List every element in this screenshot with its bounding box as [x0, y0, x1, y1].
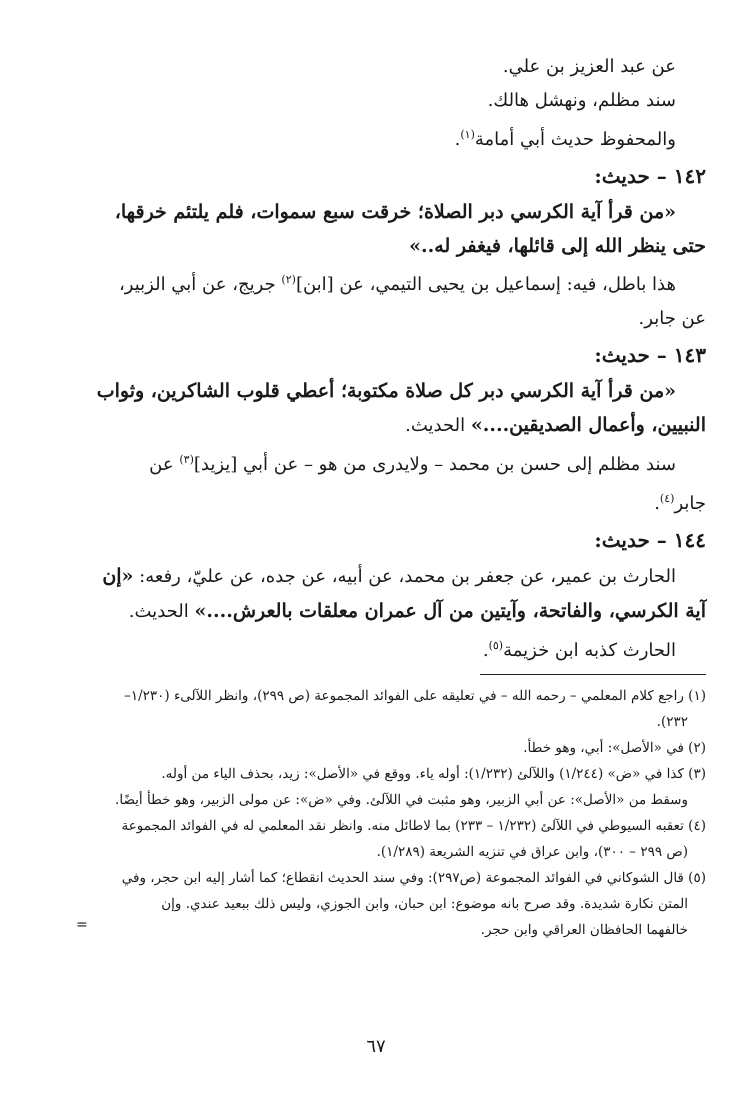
footnote: (٣) كذا في «ض» (١/٢٤٤) واللآلئ (١/٢٣٢): أوله ياء. ووقع في «الأصل»: زيد، بحذف الياء من أوله.	[161, 766, 706, 782]
footnote: (ص ٢٩٩ – ٣٠٠)، وابن عراق في تنزيه الشريعة (١/٢٨٩).	[376, 844, 688, 860]
hadith-text: آية الكرسي، والفاتحة، وآيتين من آل عمران معلقات بالعرش....» الحديث.	[128, 600, 706, 622]
footnote: خالفهما الحافظان العراقي وابن حجر.	[480, 922, 688, 938]
footnote: (٢) في «الأصل»: أبي، وهو خطأ.	[523, 740, 706, 756]
hadith-text: النبيين، وأعمال الصديقين....» الحديث.	[405, 414, 706, 436]
footnote-ref: (٤)	[659, 492, 675, 505]
commentary-line: الحارث كذبه ابن خزيمة$^{(٥)}$.	[482, 639, 676, 661]
footnote: (٤) تعقبه السيوطي في اللآلئ (١/٢٣٢ – ٢٣٣) بما لاطائل منه. وانظر نقد المعلمي له في الفوائد المجموعة	[121, 818, 706, 834]
footnote: (١) راجع كلام المعلمي – رحمه الله – في تعليقه على الفوائد المجموعة (ص ٢٩٩)، وانظر اللآلىء (١/٢٣٠–	[124, 688, 706, 704]
commentary-line: جابر$^{(٤)}$.	[654, 492, 706, 514]
footnote: المتن نكارة شديدة. وقد صرح بانه موضوع: ابن حبان، وابن الجوزي، وليس ذلك ببعيد عندي. وإن	[161, 896, 688, 912]
commentary-line: سند مظلم إلى حسن بن محمد – ولايدرى من هو – عن أبي [يزيد]$^{(٣)}$ عن	[149, 453, 676, 475]
body-line: سند مظلم، ونهشل هالك.	[487, 90, 676, 111]
hadith-text: حتى ينظر الله إلى قائلها، فيغفر له..»	[409, 235, 706, 257]
hadith-text: «من قرأ آية الكرسي دبر الصلاة؛ خرقت سبع سموات، فلم يلتئم خرقها،	[114, 201, 676, 223]
footnote-ref: (٥)	[488, 639, 504, 652]
footnote: ٢٣٢).	[656, 714, 688, 730]
hadith-heading: ١٤٤ – حديث:	[594, 528, 706, 552]
continuation-mark: =	[76, 917, 88, 933]
footnote-ref: (١)	[460, 128, 475, 141]
page-number: ٦٧	[366, 1036, 386, 1057]
footnotes	[70, 683, 706, 943]
footnote: (٥) قال الشوكاني في الفوائد المجموعة (ص٢٩٧): وفي سند الحديث انقطاع؛ كما أشار إليه ابن حجر، وفي	[121, 870, 706, 886]
body-line: والمحفوظ حديث أبي أمامة$^{(١)}$.	[454, 128, 676, 150]
footnote-ref: (٢)	[281, 273, 296, 286]
commentary-line: عن جابر.	[638, 308, 706, 329]
body-line: عن عبد العزيز بن علي.	[502, 56, 676, 77]
footnote-divider	[480, 674, 706, 675]
footnote-ref: (٣)	[179, 453, 194, 466]
hadith-text: الحارث بن عمير، عن جعفر بن محمد، عن أبيه، عن جده، عن عليّ، رفعه: «إن	[102, 565, 676, 587]
hadith-text: «من قرأ آية الكرسي دبر كل صلاة مكتوبة؛ أعطي قلوب الشاكرين، وثواب	[96, 380, 676, 402]
footnote: وسقط من «الأصل»: عن أبي الزبير، وهو مثبت في اللآلئ. وفي «ض»: عن مولى الزبير، وهو خطأ أيضًا.	[115, 792, 688, 808]
hadith-heading: ١٤٢ – حديث:	[594, 164, 706, 188]
hadith-heading: ١٤٣ – حديث:	[594, 343, 706, 367]
commentary-line: هذا باطل، فيه: إسماعيل بن يحيى التيمي، عن [ابن]$^{(٢)}$ جريج، عن أبي الزبير،	[118, 273, 676, 295]
page-text	[70, 50, 706, 943]
